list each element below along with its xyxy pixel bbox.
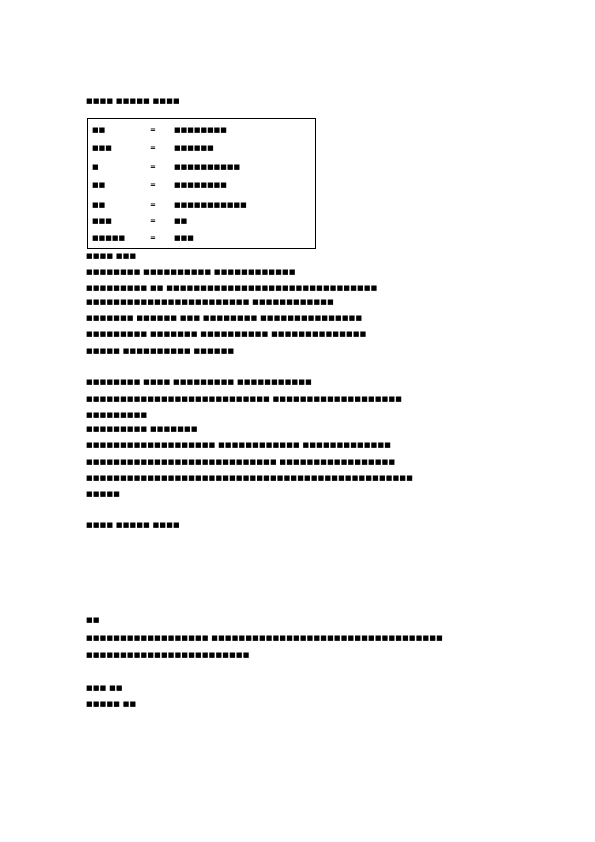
abbreviation-equals: = <box>150 234 156 242</box>
text-line: ■■■■■■■■■■■■■■■■■■■■■■■■ ■■■■■■■■■■■■ <box>86 298 334 306</box>
abbreviation-value: ■■■■■■ <box>174 144 214 152</box>
abbreviation-value: ■■■■■■■■■■■ <box>174 201 247 209</box>
text-line: ■■■■■■■■■■■■■■■■■■ ■■■■■■■■■■■■■■■■■■■■■■■■■■■■■■■■■■ <box>86 634 443 642</box>
abbreviation-value: ■■ <box>174 217 188 225</box>
section-heading: ■■■■ ■■■■■ ■■■■ <box>86 97 180 105</box>
section-heading: ■■■■ ■■■■■ ■■■■ <box>86 521 180 529</box>
abbreviation-value: ■■■■■■■■ <box>174 181 227 189</box>
abbreviation-key: ■■■■■ <box>92 234 126 242</box>
abbreviation-key: ■■ <box>92 126 106 134</box>
abbreviation-equals: = <box>150 181 156 189</box>
text-line: ■■ <box>86 616 100 624</box>
text-line: ■■■■■■■■ ■■■■ ■■■■■■■■■ ■■■■■■■■■■■ <box>86 378 312 386</box>
text-line: ■■■■■■■■■■■■■■■■■■■■■■■■■■■ ■■■■■■■■■■■■■■■■■■■ <box>86 395 403 403</box>
abbreviation-value: ■■■■■■■■ <box>174 126 227 134</box>
abbreviation-key: ■■■ <box>92 217 112 225</box>
text-line: ■■■■ ■■■ <box>86 252 137 260</box>
text-line: ■■■■■■■■■ ■■■■■■■ ■■■■■■■■■■ ■■■■■■■■■■■■■■ <box>86 330 367 338</box>
abbreviation-value: ■■■ <box>174 234 194 242</box>
text-line: ■■■■■■■■ ■■■■■■■■■■ ■■■■■■■■■■■■ <box>86 268 296 276</box>
text-line: ■■■■■■■■■■■■■■■■■■■■■■■■■■■■ ■■■■■■■■■■■■■■■■■ <box>86 458 396 466</box>
text-line: ■■■■■■■■■■■■■■■■■■■■■■■■■■■■■■■■■■■■■■■■■■■■■■■■ <box>86 474 414 482</box>
abbreviation-equals: = <box>150 144 156 152</box>
abbreviation-equals: = <box>150 201 156 209</box>
text-line: ■■■■■ <box>86 490 121 498</box>
text-line: ■■■■■ ■■ <box>86 700 137 708</box>
text-line: ■■■■■ ■■■■■■■■■■ ■■■■■■ <box>86 347 235 355</box>
abbreviation-key: ■■■ <box>92 144 112 152</box>
text-line: ■■■■■■■ ■■■■■■ ■■■ ■■■■■■■■ ■■■■■■■■■■■■■■■ <box>86 314 363 322</box>
abbreviation-key: ■■ <box>92 201 106 209</box>
abbreviation-equals: = <box>150 126 156 134</box>
abbreviation-table <box>87 118 316 249</box>
abbreviation-equals: = <box>150 163 156 171</box>
abbreviation-key: ■■ <box>92 181 106 189</box>
abbreviation-key: ■ <box>92 163 99 171</box>
abbreviation-value: ■■■■■■■■■■ <box>174 163 241 171</box>
text-line: ■■■■■■■■■■■■■■■■■■■■■■■■ <box>86 651 250 659</box>
text-line: ■■■■■■■■■■■■■■■■■■■ ■■■■■■■■■■■■ ■■■■■■■■■■■■■ <box>86 441 392 449</box>
text-line: ■■■■■■■■■ ■■■■■■■ <box>86 425 198 433</box>
text-line: ■■■ ■■ <box>86 684 123 692</box>
text-line: ■■■■■■■■■ ■■ ■■■■■■■■■■■■■■■■■■■■■■■■■■■■■■■ <box>86 284 378 292</box>
text-line: ■■■■■■■■■ <box>86 411 148 419</box>
abbreviation-equals: = <box>150 217 156 225</box>
